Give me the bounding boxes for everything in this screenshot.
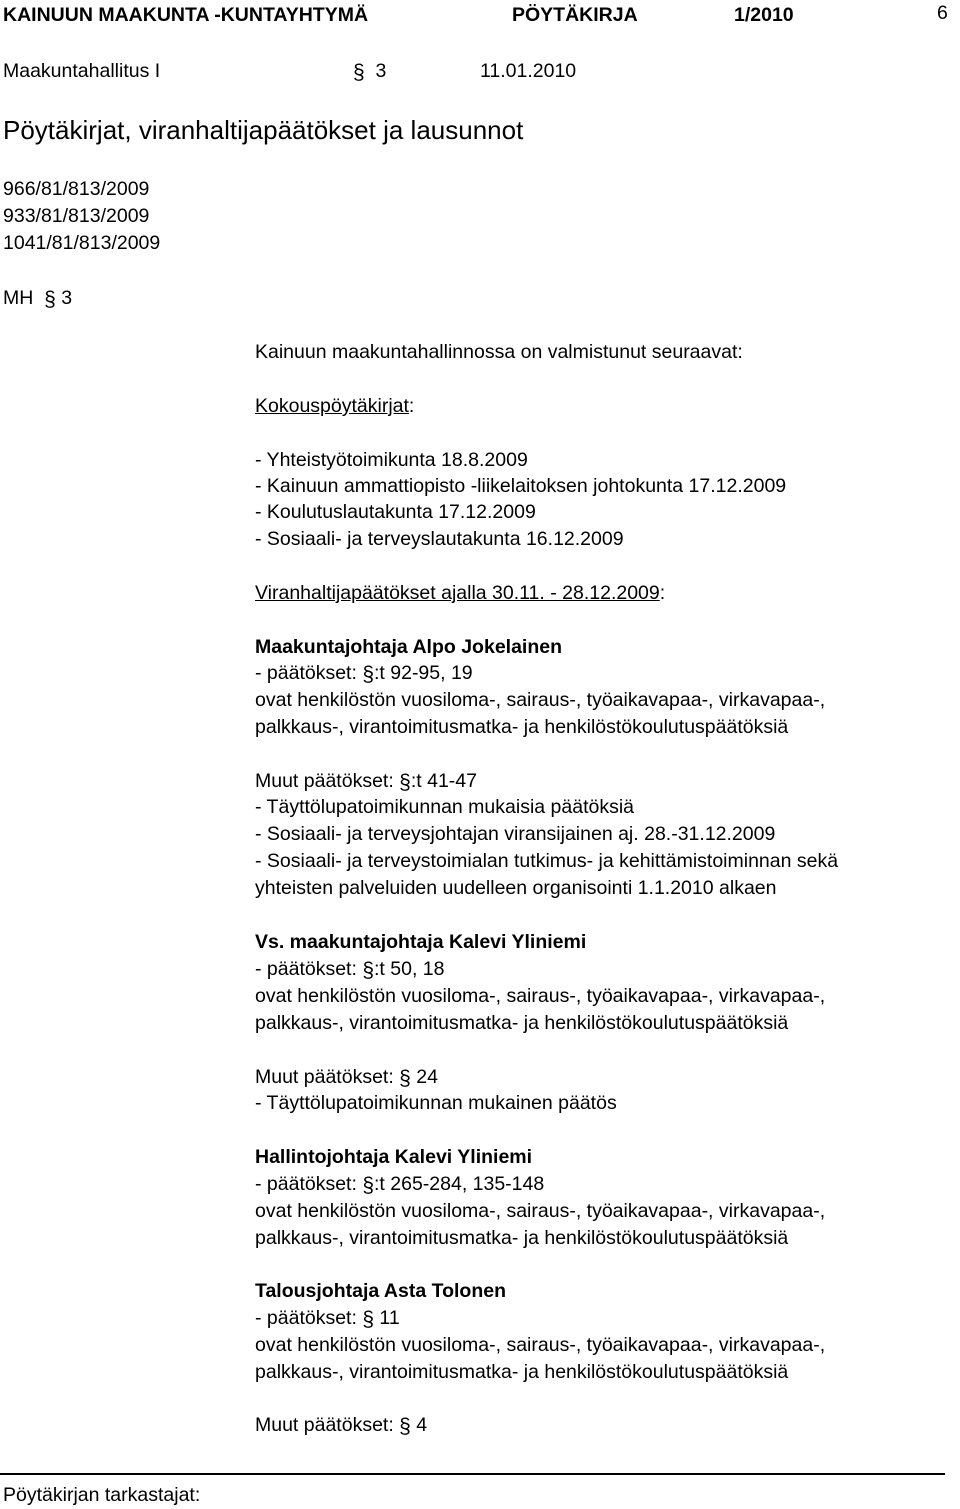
decisions-prefix: - päätökset:	[255, 662, 357, 684]
decisions-value: :t 265-284, 135-148	[374, 1173, 545, 1195]
official-name: Maakuntajohtaja Alpo Jokelainen	[255, 636, 563, 658]
official-name: Hallintojohtaja Kalevi Yliniemi	[255, 1146, 533, 1168]
other-decision-item: - Täyttölupatoimikunnan mukaisia päätöksiä	[255, 796, 635, 818]
decisions-prefix: - päätökset:	[255, 1307, 357, 1329]
body-name: Maakuntahallitus I	[3, 60, 161, 82]
section-label	[3, 289, 72, 310]
header-section	[353, 62, 386, 83]
official-name: Talousjohtaja Asta Tolonen	[255, 1280, 506, 1302]
footer-divider	[0, 1473, 945, 1475]
organization-name: KAINUUN MAAKUNTA -KUNTAYHTYMÄ	[3, 4, 369, 26]
meeting-date: 11.01.2010	[480, 60, 577, 82]
document-type: PÖYTÄKIRJA	[512, 4, 638, 26]
decisions-prefix: - päätökset:	[255, 1173, 357, 1195]
minutes-item: - Yhteistyötoimikunta 18.8.2009	[255, 449, 528, 471]
other-decision-item: - Sosiaali- ja terveystoimialan tutkimus- ja kehittämistoiminnan sekä	[255, 850, 839, 872]
decisions-heading-text: Viranhaltijapäätökset ajalla 30.11. - 28.12.2009	[255, 582, 660, 604]
decisions-heading	[255, 584, 665, 604]
minutes-item: - Sosiaali- ja terveyslautakunta 16.12.2009	[255, 528, 624, 550]
decisions-heading-suffix: :	[659, 582, 666, 604]
section-symbol: §	[362, 1174, 374, 1197]
other-decision-item: - Sosiaali- ja terveysjohtajan viransijainen aj. 28.-31.12.2009	[255, 823, 776, 845]
official-decisions	[255, 1309, 400, 1330]
other-decision-item: - Täyttölupatoimikunnan mukainen päätös	[255, 1092, 617, 1114]
section-symbol: §	[362, 663, 374, 686]
official-name: Vs. maakuntajohtaja Kalevi Yliniemi	[255, 931, 587, 953]
reference-number: 933/81/813/2009	[3, 205, 150, 227]
other-decisions	[255, 1416, 427, 1437]
footer-label: Pöytäkirjan tarkastajat:	[3, 1484, 201, 1506]
intro-text: Kainuun maakuntahallinnossa on valmistunut seuraavat:	[255, 341, 743, 363]
official-description: palkkaus-, virantoimitusmatka- ja henkilöstökoulutuspäätöksiä	[255, 1227, 789, 1249]
section-symbol: §	[362, 959, 374, 982]
other-decisions-value: 4	[416, 1414, 428, 1436]
official-description: ovat henkilöstön vuosiloma-, sairaus-, työaikavapaa-, virkavapaa-,	[255, 689, 826, 711]
official-description: ovat henkilöstön vuosiloma-, sairaus-, työaikavapaa-, virkavapaa-,	[255, 1200, 826, 1222]
page-number: 6	[937, 2, 948, 24]
minutes-heading-text: Kokouspöytäkirjat	[255, 395, 409, 417]
official-description: palkkaus-, virantoimitusmatka- ja henkilöstökoulutuspäätöksiä	[255, 716, 789, 738]
other-decisions-value: 24	[416, 1066, 438, 1088]
header-section-number: 3	[375, 60, 387, 82]
other-decision-item: yhteisten palveluiden uudelleen organisointi 1.1.2010 alkaen	[255, 877, 777, 899]
official-decisions	[255, 960, 444, 981]
page-title: Pöytäkirjat, viranhaltijapäätökset ja lausunnot	[3, 115, 524, 145]
other-decisions	[255, 1068, 438, 1089]
reference-number: 1041/81/813/2009	[3, 232, 161, 254]
section-symbol: §	[399, 1067, 411, 1090]
section-number: 3	[61, 287, 73, 309]
official-description: palkkaus-, virantoimitusmatka- ja henkilöstökoulutuspäätöksiä	[255, 1361, 789, 1383]
minutes-item: - Kainuun ammattiopisto -liikelaitoksen johtokunta 17.12.2009	[255, 475, 787, 497]
other-decisions-prefix: Muut päätökset:	[255, 1414, 394, 1436]
section-symbol: §	[399, 1415, 411, 1438]
other-decisions-prefix: Muut päätökset:	[255, 770, 394, 792]
other-decisions-value: :t 41-47	[410, 770, 477, 792]
section-symbol: §	[44, 288, 56, 311]
decisions-prefix: - päätökset:	[255, 958, 357, 980]
decisions-value: :t 50, 18	[374, 958, 445, 980]
official-description: palkkaus-, virantoimitusmatka- ja henkilöstökoulutuspäätöksiä	[255, 1012, 789, 1034]
other-decisions	[255, 772, 477, 793]
section-symbol: §	[353, 61, 365, 84]
minutes-heading	[255, 397, 414, 417]
official-decisions	[255, 1175, 544, 1196]
minutes-heading-suffix: :	[408, 395, 415, 417]
section-prefix: MH	[3, 287, 34, 309]
official-description: ovat henkilöstön vuosiloma-, sairaus-, työaikavapaa-, virkavapaa-,	[255, 985, 826, 1007]
section-symbol: §	[399, 771, 411, 794]
decisions-value: :t 92-95, 19	[374, 662, 473, 684]
official-decisions	[255, 664, 473, 685]
document-issue: 1/2010	[734, 4, 794, 26]
section-symbol: §	[362, 1308, 374, 1331]
decisions-value: 11	[379, 1307, 400, 1329]
official-description: ovat henkilöstön vuosiloma-, sairaus-, työaikavapaa-, virkavapaa-,	[255, 1334, 826, 1356]
minutes-item: - Koulutuslautakunta 17.12.2009	[255, 501, 536, 523]
reference-number: 966/81/813/2009	[3, 178, 150, 200]
other-decisions-prefix: Muut päätökset:	[255, 1066, 394, 1088]
